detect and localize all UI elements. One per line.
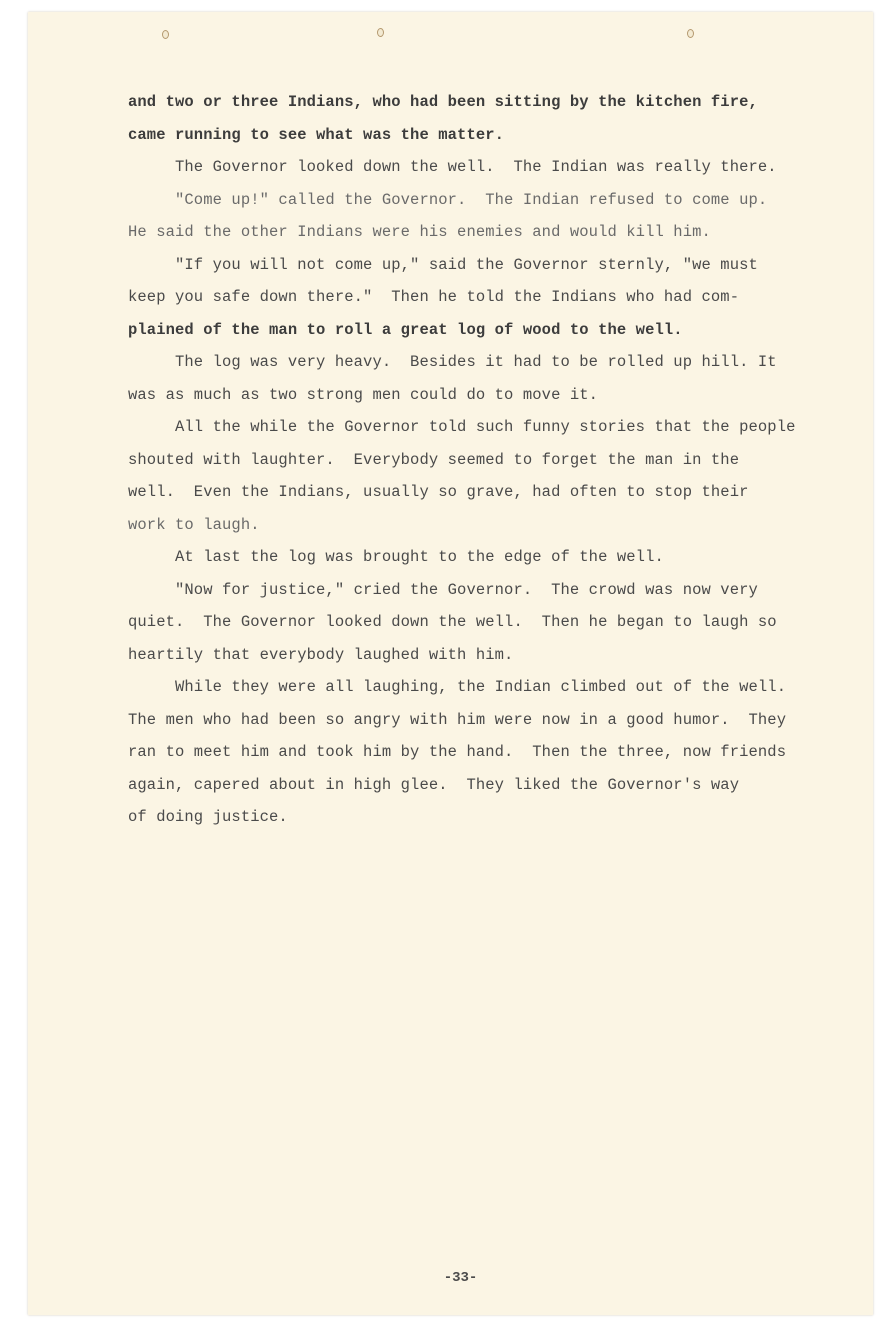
text-line: The Governor looked down the well. The Indian was really there.: [128, 158, 777, 176]
punch-hole-left: [162, 30, 169, 39]
text-line: plained of the man to roll a great log of wood to the well.: [128, 320, 683, 339]
typed-page: [28, 12, 873, 1315]
text-line: heartily that everybody laughed with him.: [128, 645, 514, 664]
text-line: All the while the Governor told such funny stories that the people: [128, 418, 796, 436]
text-line: work to laugh.: [128, 515, 260, 534]
text-line: The log was very heavy. Besides it had to be rolled up hill. It: [128, 353, 777, 371]
text-line: well. Even the Indians, usually so grave, had often to stop their: [128, 483, 749, 501]
text-line: quiet. The Governor looked down the well. Then he began to laugh so: [128, 613, 777, 631]
text-line: "Now for justice," cried the Governor. The crowd was now very: [128, 580, 758, 599]
text-line: and two or three Indians, who had been sitting by the kitchen fire,: [128, 93, 758, 111]
text-line: While they were all laughing, the Indian climbed out of the well.: [128, 678, 787, 696]
text-line: shouted with laughter. Everybody seemed to forget the man in the: [128, 450, 740, 469]
text-line: was as much as two strong men could do to move it.: [128, 385, 599, 404]
text-line: keep you safe down there." Then he told the Indians who had com-: [128, 288, 740, 306]
text-line: The men who had been so angry with him were now in a good humor. They: [128, 710, 787, 729]
punch-hole-center: [377, 28, 384, 37]
page-number: -33-: [443, 1270, 478, 1286]
text-line: of doing justice.: [128, 808, 288, 826]
text-line: At last the log was brought to the edge of the well.: [128, 548, 664, 566]
punch-hole-right: [687, 29, 694, 38]
text-line: He said the other Indians were his enemies and would kill him.: [128, 223, 711, 241]
text-line: again, capered about in high glee. They liked the Governor's way: [128, 775, 740, 794]
text-line: "If you will not come up," said the Governor sternly, "we must: [128, 255, 758, 274]
text-line: ran to meet him and took him by the hand. Then the three, now friends: [128, 743, 787, 761]
text-line: "Come up!" called the Governor. The Indian refused to come up.: [128, 190, 768, 209]
typed-text-body: [128, 86, 828, 834]
text-line: came running to see what was the matter.: [128, 125, 505, 144]
